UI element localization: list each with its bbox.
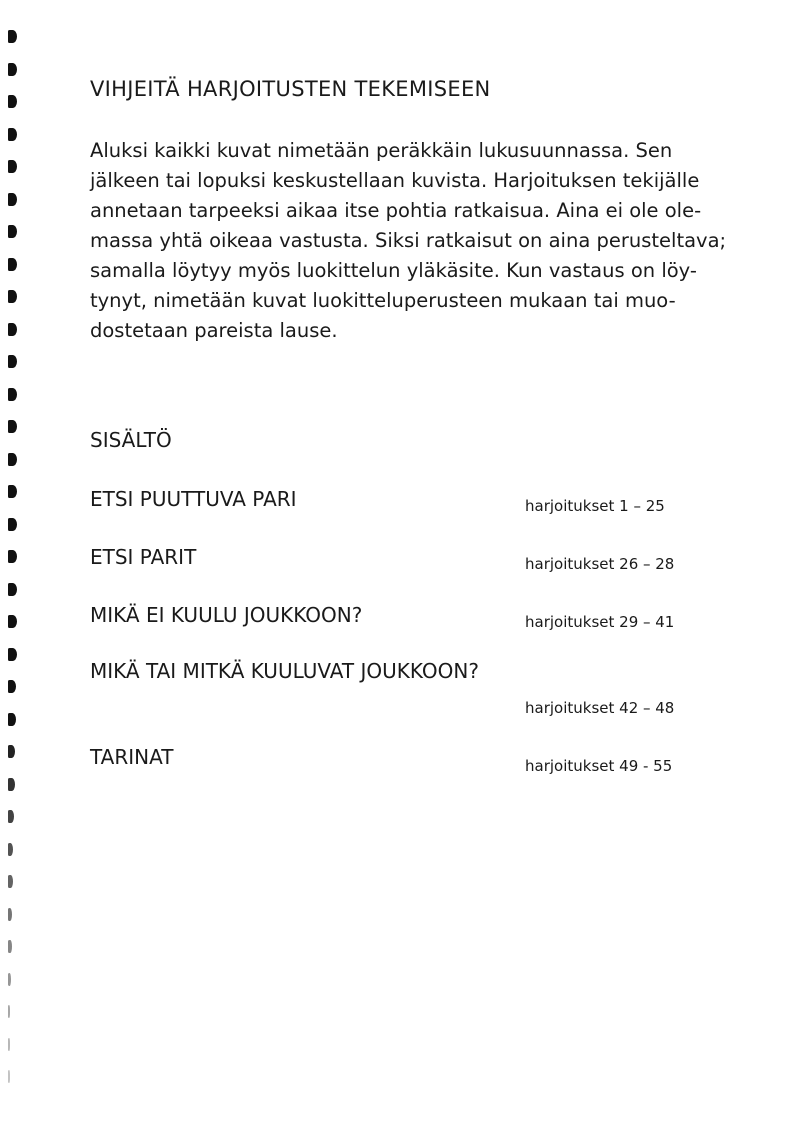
binding-hole — [8, 420, 17, 433]
toc-title: SISÄLTÖ — [90, 428, 172, 452]
binding-hole — [8, 128, 17, 141]
toc-item-range: harjoitukset 29 – 41 — [525, 613, 675, 631]
binding-hole — [8, 810, 14, 823]
intro-line: dostetaan pareista lause. — [90, 319, 338, 342]
binding-hole — [8, 550, 17, 563]
binding-hole — [8, 63, 17, 76]
binding-hole — [8, 843, 13, 856]
intro-line: jälkeen tai lopuksi keskustellaan kuvista. Harjoituksen tekijälle — [90, 169, 700, 192]
binding-hole — [8, 95, 17, 108]
toc-item-range: harjoitukset 26 – 28 — [525, 555, 675, 573]
toc-item-label: ETSI PARIT — [90, 545, 197, 569]
binding-hole — [8, 875, 13, 888]
page-heading: VIHJEITÄ HARJOITUSTEN TEKEMISEEN — [90, 77, 491, 101]
intro-line: Aluksi kaikki kuvat nimetään peräkkäin lukusuunnassa. Sen — [90, 139, 673, 162]
toc-item-label: ETSI PUUTTUVA PARI — [90, 487, 297, 511]
toc-item-range: harjoitukset 1 – 25 — [525, 497, 665, 515]
toc-item-label: TARINAT — [90, 745, 174, 769]
binding-hole — [8, 778, 15, 791]
intro-line: samalla löytyy myös luokittelun yläkäsite. Kun vastaus on löy- — [90, 259, 697, 282]
binding-hole — [8, 583, 17, 596]
toc-item-range: harjoitukset 49 - 55 — [525, 757, 673, 775]
binding-hole — [8, 615, 17, 628]
binding-hole — [8, 160, 17, 173]
binding-hole — [8, 648, 17, 661]
binding-hole — [8, 1070, 10, 1083]
binding-hole — [8, 1038, 10, 1051]
binding-hole — [8, 453, 17, 466]
binding-hole — [8, 388, 17, 401]
binding-hole — [8, 680, 16, 693]
toc-item-label: MIKÄ TAI MITKÄ KUULUVAT JOUKKOON? — [90, 659, 479, 683]
binding-hole — [8, 193, 17, 206]
binding-hole — [8, 973, 11, 986]
intro-line: massa yhtä oikeaa vastusta. Siksi ratkaisut on aina perusteltava; — [90, 229, 727, 252]
toc-item-range: harjoitukset 42 – 48 — [525, 699, 675, 717]
intro-paragraph — [90, 136, 730, 346]
binding-hole — [8, 355, 17, 368]
spiral-binding — [0, 0, 24, 1132]
binding-hole — [8, 908, 12, 921]
binding-hole — [8, 290, 17, 303]
binding-hole — [8, 485, 17, 498]
binding-hole — [8, 30, 17, 43]
binding-hole — [8, 713, 16, 726]
binding-hole — [8, 940, 12, 953]
binding-hole — [8, 258, 17, 271]
binding-hole — [8, 518, 17, 531]
binding-hole — [8, 745, 15, 758]
intro-line: tynyt, nimetään kuvat luokitteluperusteen mukaan tai muo- — [90, 289, 676, 312]
toc-item-label: MIKÄ EI KUULU JOUKKOON? — [90, 603, 363, 627]
binding-hole — [8, 225, 17, 238]
binding-hole — [8, 323, 17, 336]
binding-hole — [8, 1005, 10, 1018]
intro-line: annetaan tarpeeksi aikaa itse pohtia ratkaisua. Aina ei ole ole- — [90, 199, 702, 222]
